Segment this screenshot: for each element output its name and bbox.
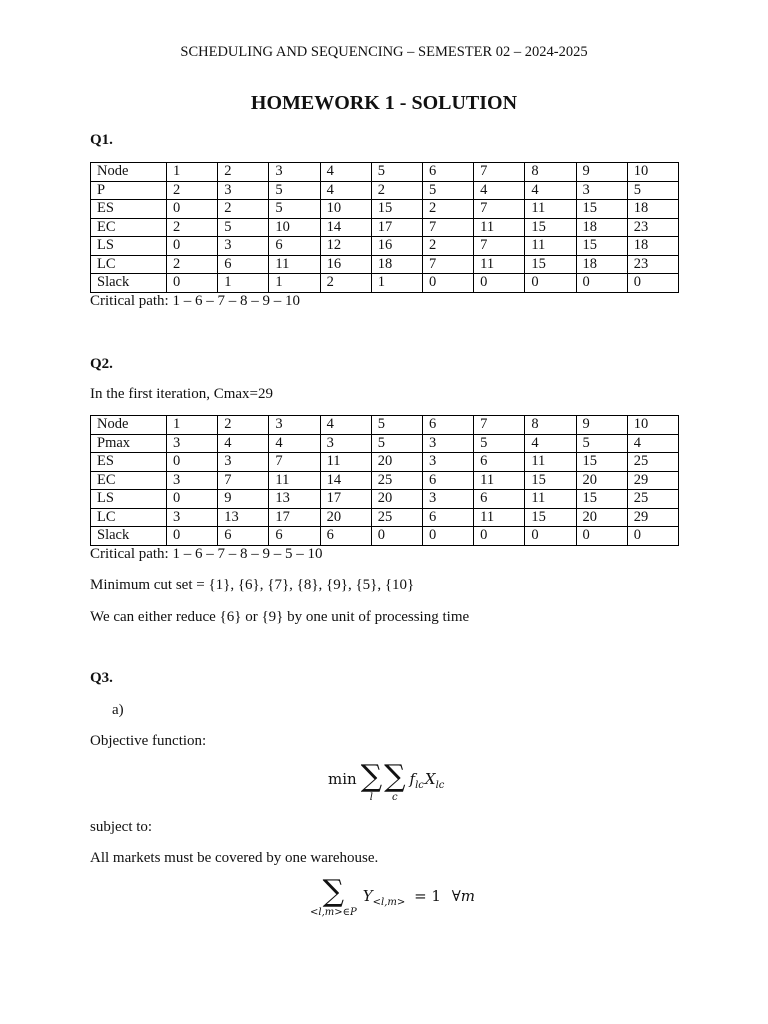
q1-table-cell: 2 [320, 274, 371, 293]
constraint1-description: All markets must be covered by one warehouse. [90, 850, 379, 866]
q2-table-cell: 7 [269, 453, 320, 472]
q1-table-cell: 3 [269, 163, 320, 182]
q2-table-cell: 7 [474, 416, 525, 435]
q2-heading: Q2. [90, 356, 113, 372]
q1-table-cell: 11 [474, 218, 525, 237]
constraint1-term: $Y_{<l,m>} = 1$ ∀m [362, 887, 476, 908]
objective-formula [328, 759, 445, 803]
q2-table-cell: 17 [320, 490, 371, 509]
q1-table-cell: 7 [422, 218, 473, 237]
q1-table-cell: 2 [422, 237, 473, 256]
q1-table-cell: 0 [422, 274, 473, 293]
q1-table-cell: 10 [320, 200, 371, 219]
q1-table-cell: 4 [320, 163, 371, 182]
q2-table-cell: 5 [371, 434, 422, 453]
q1-table-cell: 6 [422, 163, 473, 182]
q1-table-cell: 15 [576, 200, 627, 219]
q1-table-row-header: EC [91, 218, 167, 237]
q1-table-row-header: Node [91, 163, 167, 182]
q1-table-cell: 15 [525, 218, 576, 237]
q1-table-row-slack [91, 274, 679, 293]
q2-table-cell: 6 [474, 453, 525, 472]
q1-table-cell: 18 [371, 255, 422, 274]
q2-table-row-ec [91, 471, 679, 490]
q1-table-cell: 8 [525, 163, 576, 182]
q2-table-cell: 0 [474, 527, 525, 546]
q2-table-row-node [91, 416, 679, 435]
course-header: SCHEDULING AND SEQUENCING – SEMESTER 02 – 2024-2025 [180, 44, 588, 60]
q1-table-cell: 5 [627, 181, 678, 200]
sum-over-l: ∑ l [360, 759, 383, 803]
q1-table-row-header: LC [91, 255, 167, 274]
q1-table-cell: 0 [474, 274, 525, 293]
q1-table-cell: 1 [269, 274, 320, 293]
q2-intro: In the first iteration, Cmax=29 [90, 386, 274, 402]
q2-table-cell: 0 [525, 527, 576, 546]
q2-table-cell: 3 [218, 453, 269, 472]
q1-table-cell: 7 [422, 255, 473, 274]
q2-table-cell: 0 [371, 527, 422, 546]
q2-table-cell: 8 [525, 416, 576, 435]
q2-table-cell: 20 [371, 490, 422, 509]
q2-table-cell: 0 [627, 527, 678, 546]
q1-table-cell: 14 [320, 218, 371, 237]
q3-heading: Q3. [90, 670, 113, 686]
q1-table-cell: 15 [371, 200, 422, 219]
q2-table-cell: 11 [525, 453, 576, 472]
q2-table-row-header: Pmax [91, 434, 167, 453]
q2-table-cell: 0 [167, 490, 218, 509]
q2-critical-path: Critical path: 1 – 6 – 7 – 8 – 9 – 5 – 10 [90, 546, 323, 562]
q1-table-cell: 23 [627, 218, 678, 237]
q1-table-cell: 9 [576, 163, 627, 182]
q1-table-cell: 2 [371, 181, 422, 200]
q2-table-cell: 20 [320, 508, 371, 527]
q2-table-cell: 3 [167, 508, 218, 527]
q1-table-cell: 2 [422, 200, 473, 219]
q1-table-cell: 11 [525, 200, 576, 219]
q1-table-row-header: Slack [91, 274, 167, 293]
q1-table-cell: 4 [320, 181, 371, 200]
min-operator: min [328, 770, 357, 788]
sum-over-lm-in-p: ∑ <l,m>∈P [310, 874, 357, 918]
q2-table-cell: 6 [269, 527, 320, 546]
q1-table-cell: 7 [474, 163, 525, 182]
q1-table-cell: 2 [218, 163, 269, 182]
q2-table-cell: 15 [576, 490, 627, 509]
q1-table-cell: 5 [371, 163, 422, 182]
q2-table-cell: 5 [474, 434, 525, 453]
q2-table-cell: 6 [474, 490, 525, 509]
q1-table-cell: 5 [269, 200, 320, 219]
q2-table-cell: 3 [167, 434, 218, 453]
q2-table-cell: 3 [422, 490, 473, 509]
q1-table-cell: 2 [167, 181, 218, 200]
q2-table-cell: 5 [576, 434, 627, 453]
q2-table-cell: 13 [218, 508, 269, 527]
objective-term: $f_{lc}X_{lc}$ [409, 770, 445, 791]
q1-heading: Q1. [90, 132, 113, 148]
q1-table-cell: 15 [576, 237, 627, 256]
q1-table-row-p [91, 181, 679, 200]
q1-table-cell: 16 [371, 237, 422, 256]
q2-table-row-header: Node [91, 416, 167, 435]
subject-to-label: subject to: [90, 819, 153, 835]
q3-part-a: a) [112, 702, 124, 718]
q1-table-row-header: LS [91, 237, 167, 256]
q1-table-cell: 1 [218, 274, 269, 293]
q2-table-cell: 10 [627, 416, 678, 435]
q1-table-cell: 0 [167, 237, 218, 256]
q1-table-cell: 10 [627, 163, 678, 182]
q2-table-row-header: ES [91, 453, 167, 472]
q2-table-cell: 6 [422, 508, 473, 527]
q2-table-cell: 11 [525, 490, 576, 509]
q2-table-cell: 20 [576, 471, 627, 490]
page-title: HOMEWORK 1 - SOLUTION [250, 92, 518, 114]
q2-table-cell: 6 [218, 527, 269, 546]
q2-table-cell: 20 [371, 453, 422, 472]
q2-table-row-es [91, 453, 679, 472]
q2-table-row-ls [91, 490, 679, 509]
q2-table-cell: 29 [627, 508, 678, 527]
q1-table-row-es [91, 200, 679, 219]
q2-table-cell: 3 [269, 416, 320, 435]
q1-table-cell: 11 [474, 255, 525, 274]
q1-table-row-node [91, 163, 679, 182]
q1-table-cell: 3 [218, 181, 269, 200]
q1-table-cell: 4 [525, 181, 576, 200]
q2-table-cell: 0 [167, 527, 218, 546]
q1-table-cell: 0 [576, 274, 627, 293]
q2-table-cell: 5 [371, 416, 422, 435]
q1-table-cell: 16 [320, 255, 371, 274]
q2-table-row-header: Slack [91, 527, 167, 546]
q1-table-cell: 18 [576, 255, 627, 274]
q1-table-cell: 5 [218, 218, 269, 237]
q1-table-cell: 4 [474, 181, 525, 200]
q2-table-cell: 6 [422, 471, 473, 490]
q2-table-cell: 25 [627, 490, 678, 509]
q2-table-cell: 11 [474, 471, 525, 490]
q2-table-cell: 0 [167, 453, 218, 472]
q1-table-row-ls [91, 237, 679, 256]
q2-table-row-header: LC [91, 508, 167, 527]
q2-minimum-cut-set: Minimum cut set = {1}, {6}, {7}, {8}, {9}, {5}, {10} [90, 577, 415, 593]
q1-table-cell: 12 [320, 237, 371, 256]
q1-critical-path: Critical path: 1 – 6 – 7 – 8 – 9 – 10 [90, 293, 300, 309]
q2-table-cell: 25 [371, 508, 422, 527]
q1-table-cell: 2 [167, 218, 218, 237]
q2-table-cell: 9 [218, 490, 269, 509]
q2-table-cell: 3 [320, 434, 371, 453]
q2-table-cell: 4 [525, 434, 576, 453]
q2-table-cell: 17 [269, 508, 320, 527]
q1-table-row-header: ES [91, 200, 167, 219]
q2-table-cell: 14 [320, 471, 371, 490]
q2-table-cell: 0 [422, 527, 473, 546]
q2-table-cell: 3 [167, 471, 218, 490]
q2-table-cell: 1 [167, 416, 218, 435]
q1-table-row-lc [91, 255, 679, 274]
q2-table-cell: 20 [576, 508, 627, 527]
q2-table-row-slack [91, 527, 679, 546]
q2-table-cell: 11 [269, 471, 320, 490]
q1-table-cell: 0 [167, 274, 218, 293]
q1-table-cell: 10 [269, 218, 320, 237]
q1-table-cell: 2 [167, 255, 218, 274]
q2-table-cell: 3 [422, 434, 473, 453]
q2-table-cell: 15 [576, 453, 627, 472]
q1-table-cell: 18 [627, 200, 678, 219]
q1-table-cell: 11 [269, 255, 320, 274]
q2-table-cell: 2 [218, 416, 269, 435]
q2-table-cell: 15 [525, 508, 576, 527]
q1-table-cell: 3 [576, 181, 627, 200]
q2-table-cell: 4 [269, 434, 320, 453]
q1-table-cell: 6 [218, 255, 269, 274]
q2-table-cell: 3 [422, 453, 473, 472]
q1-table-cell: 11 [525, 237, 576, 256]
q2-table-row-pmax [91, 434, 679, 453]
q2-table-cell: 4 [320, 416, 371, 435]
q1-table-cell: 1 [167, 163, 218, 182]
q1-table-cell: 0 [627, 274, 678, 293]
q2-table-cell: 7 [218, 471, 269, 490]
q2-schedule-table [90, 415, 679, 546]
q1-table-cell: 0 [525, 274, 576, 293]
q1-table-cell: 7 [474, 237, 525, 256]
q2-table-cell: 4 [627, 434, 678, 453]
q2-table-cell: 0 [576, 527, 627, 546]
q1-table-cell: 15 [525, 255, 576, 274]
q1-table-cell: 2 [218, 200, 269, 219]
q2-table-row-header: EC [91, 471, 167, 490]
constraint1-formula [310, 874, 476, 918]
q2-table-cell: 29 [627, 471, 678, 490]
objective-label: Objective function: [90, 733, 207, 749]
sum-over-c: ∑ c [384, 759, 406, 803]
q1-table-row-header: P [91, 181, 167, 200]
q1-table-cell: 7 [474, 200, 525, 219]
q2-table-cell: 25 [627, 453, 678, 472]
q2-table-cell: 11 [320, 453, 371, 472]
q2-table-cell: 9 [576, 416, 627, 435]
q1-table-cell: 5 [269, 181, 320, 200]
q2-table-cell: 6 [320, 527, 371, 546]
q1-table-cell: 18 [576, 218, 627, 237]
q1-table-cell: 18 [627, 237, 678, 256]
q1-table-row-ec [91, 218, 679, 237]
q1-table-cell: 0 [167, 200, 218, 219]
q2-table-cell: 25 [371, 471, 422, 490]
q1-table-cell: 3 [218, 237, 269, 256]
q2-table-row-lc [91, 508, 679, 527]
q2-table-cell: 11 [474, 508, 525, 527]
q2-table-cell: 4 [218, 434, 269, 453]
q2-table-cell: 15 [525, 471, 576, 490]
q2-table-row-header: LS [91, 490, 167, 509]
q1-table-cell: 6 [269, 237, 320, 256]
q1-table-cell: 17 [371, 218, 422, 237]
q1-table-cell: 5 [422, 181, 473, 200]
q2-table-cell: 13 [269, 490, 320, 509]
q1-schedule-table [90, 162, 679, 293]
q2-reduce-note: We can either reduce {6} or {9} by one unit of processing time [90, 609, 470, 625]
q2-table-cell: 6 [422, 416, 473, 435]
q1-table-cell: 23 [627, 255, 678, 274]
q1-table-cell: 1 [371, 274, 422, 293]
